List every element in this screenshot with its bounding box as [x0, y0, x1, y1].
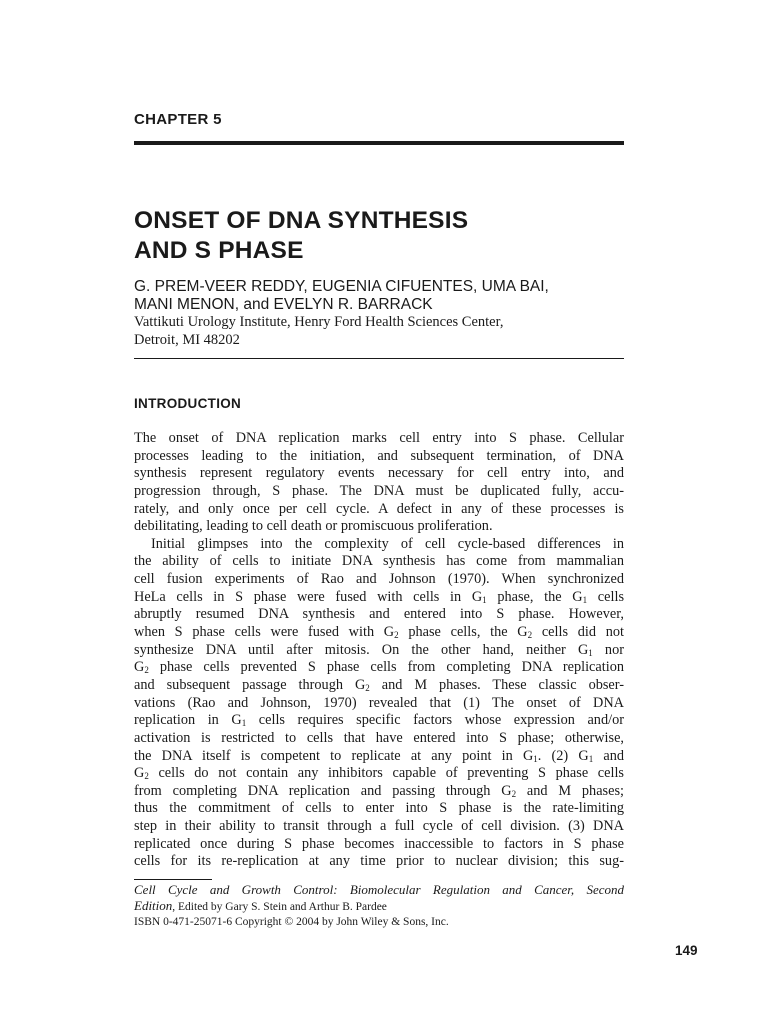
body-text [134, 430, 624, 871]
paragraph-2-line: when S phase cells were fused with $G_2$ phase cells, the $G_2$ cells did not [134, 624, 624, 641]
paragraph-2-line: replicated once during S phase becomes inaccessible to factors in S phase [134, 835, 624, 852]
title-line-1: ONSET OF DNA SYNTHESIS [134, 207, 469, 234]
footnote-editors-line: Edition, Edited by Gary S. Stein and Arthur B. Pardee [134, 897, 387, 913]
paragraph-2-line: abruptly resumed DNA synthesis and entered into S phase. However, [134, 606, 624, 623]
paragraph-2-line: step in their ability to transit through a full cycle of cell division. (3) DNA [134, 818, 624, 835]
paragraph-2-line: HeLa cells in S phase were fused with cells in $G_1$ phase, the $G_1$ cells [134, 588, 625, 605]
paragraph-2-line: the DNA itself is competent to replicate at any point in $G_1$. (2) $G_1$ and [134, 747, 624, 764]
footnote-rule [134, 879, 212, 880]
authors-line-2: MANI MENON, and EVELYN R. BARRACK [134, 296, 433, 313]
authors-line-1: G. PREM-VEER REDDY, EUGENIA CIFUENTES, UMA BAI, [134, 278, 549, 295]
footnote-isbn: ISBN 0-471-25071-6 Copyright © 2004 by John Wiley & Sons, Inc. [134, 916, 449, 928]
affiliation-line-1: Vattikuti Urology Institute, Henry Ford Health Sciences Center, [134, 314, 504, 330]
paragraph-2-line: $G_2$ phase cells prevented S phase cells from completing DNA replication [134, 659, 624, 676]
paragraph-1-line: progression through, S phase. The DNA must be duplicated fully, accu- [134, 482, 624, 499]
paragraph-1-line: debilitating, leading to cell death or promiscuous proliferation. [134, 518, 493, 535]
paragraph-1-line: synthesis represent regulatory events necessary for cell entry into, and [134, 465, 624, 482]
footnote-book-title: Cell Cycle and Growth Control: Biomolecular Regulation and Cancer, Second [134, 882, 624, 897]
affiliation [134, 313, 624, 349]
paragraph-1-line: processes leading to the initiation, and subsequent termination, of DNA [134, 447, 624, 464]
paragraph-2-line: vations (Rao and Johnson, 1970) revealed that (1) The onset of DNA [134, 694, 624, 711]
affiliation-line-2: Detroit, MI 48202 [134, 332, 240, 348]
paragraph-2-line: from completing DNA replication and passing through $G_2$ and M phases; [134, 782, 624, 799]
footnote [134, 882, 624, 931]
paragraph-1-line: The onset of DNA replication marks cell entry into S phase. Cellular [134, 430, 624, 446]
page-number: 149 [675, 943, 698, 958]
section-heading: INTRODUCTION [134, 396, 242, 411]
paragraph-2-line: $G_2$ cells do not contain any inhibitors capable of preventing S phase cells [134, 765, 624, 782]
paragraph-2-line: cell fusion experiments of Rao and Johnson (1970). When synchronized [134, 571, 624, 588]
paragraph-2-line: synthesize DNA until after mitosis. On the other hand, neither $G_1$ nor [134, 641, 624, 658]
paragraph-2-line: activation is restricted to cells that have entered into S phase; otherwise, [134, 729, 624, 746]
paragraph-1-line: rately, and only once per cell cycle. A defect in any of these processes is [134, 500, 624, 517]
paragraph-2-line: and subsequent passage through $G_2$ and M phases. These classic obser- [134, 676, 625, 693]
title-line-2: AND S PHASE [134, 237, 304, 264]
header-separator-rule [134, 358, 624, 359]
paragraph-2-line: the ability of cells to initiate DNA synthesis has come from mammalian [134, 553, 624, 570]
paragraph-2-line: cells for its re-replication at any time prior to nuclear division; this sug- [134, 853, 624, 870]
chapter-label: CHAPTER 5 [134, 111, 222, 128]
paragraph-2-line: replication in $G_1$ cells requires specific factors whose expression and/or [134, 712, 624, 729]
chapter-rule [134, 141, 624, 145]
paragraph-2-line: thus the commitment of cells to enter into S phase is the rate-limiting [134, 800, 624, 817]
chapter-title [134, 206, 624, 266]
author-list [134, 278, 624, 314]
paragraph-2-line: Initial glimpses into the complexity of cell cycle-based differences in [151, 535, 624, 552]
